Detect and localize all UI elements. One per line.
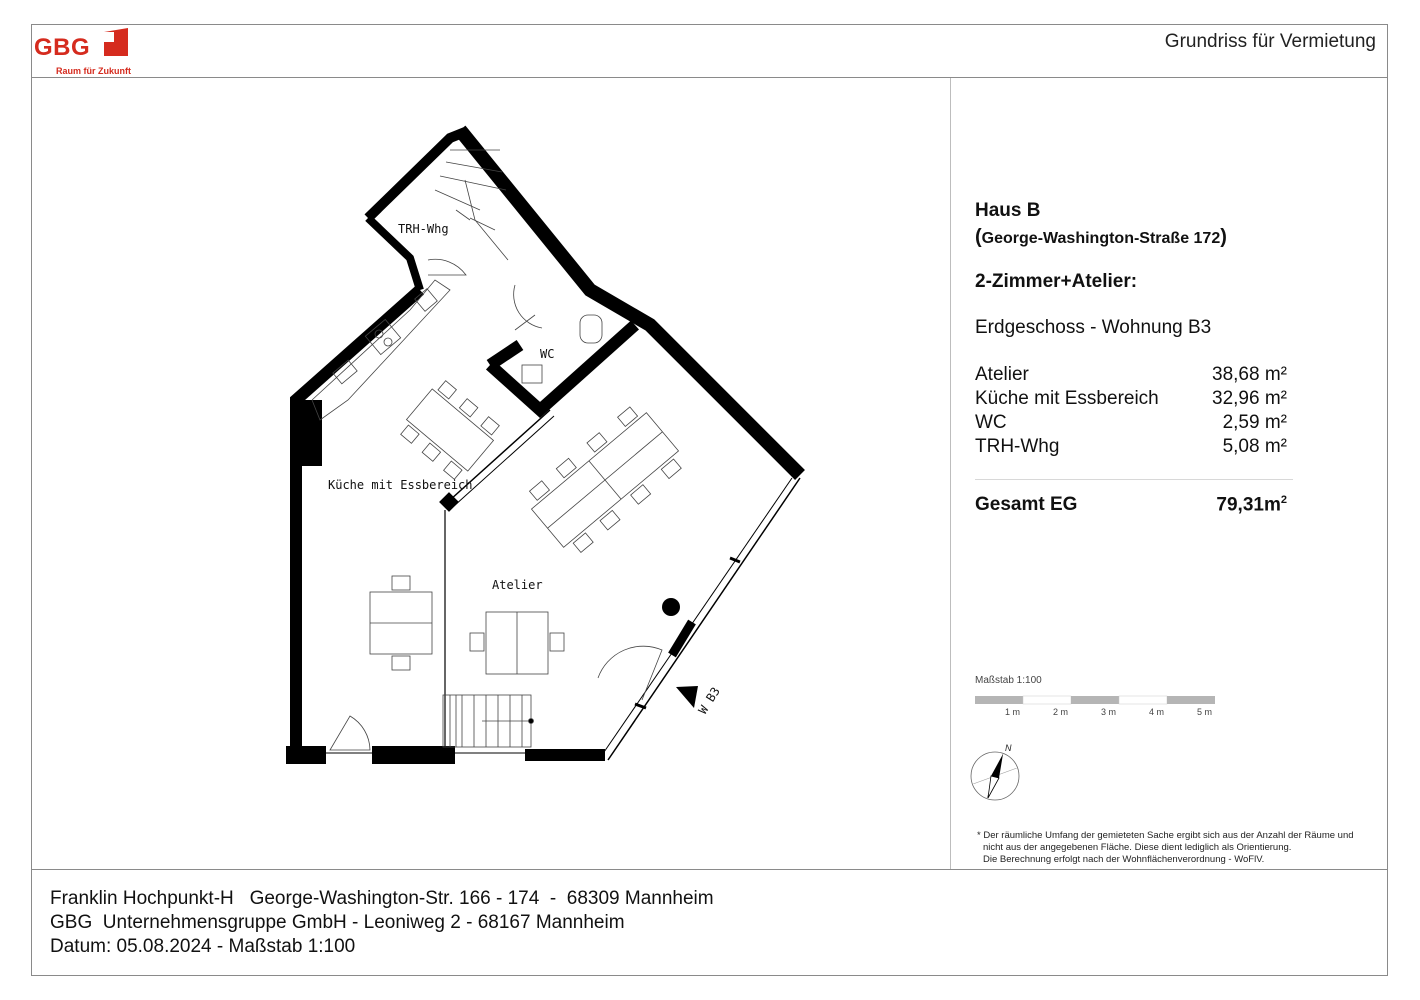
scale-tick: 3 m bbox=[1101, 707, 1117, 716]
total-label: Gesamt EG bbox=[975, 494, 1078, 515]
footer-line-company: GBG Unternehmensgruppe GmbH - Leoniweg 2 - 68167 Mannheim bbox=[50, 912, 625, 933]
total-area bbox=[975, 494, 1287, 516]
entrance-label: W B3 bbox=[695, 684, 723, 717]
window-mark-2 bbox=[635, 704, 646, 708]
logo-text: GBG bbox=[34, 34, 91, 61]
scale-tick: 4 m bbox=[1149, 707, 1165, 716]
outer-wall-northeast bbox=[460, 130, 800, 475]
room-row bbox=[975, 363, 1287, 387]
room-name: Küche mit Essbereich bbox=[975, 388, 1159, 409]
footer-line-date: Datum: 05.08.2024 - Maßstab 1:100 bbox=[50, 936, 356, 957]
window-mark-1 bbox=[730, 558, 740, 562]
total-divider bbox=[975, 479, 1293, 480]
footer-divider bbox=[31, 869, 1388, 870]
entrance-arrow-icon bbox=[676, 686, 698, 708]
header-title: Grundriss für Vermietung bbox=[1164, 31, 1376, 52]
room-area: 32,96 m² bbox=[1212, 388, 1287, 409]
scale-tick: 5 m bbox=[1197, 707, 1213, 716]
floor-plan bbox=[260, 110, 820, 780]
logo-mark-icon bbox=[100, 28, 130, 58]
door-wc bbox=[514, 285, 542, 328]
scale-bar bbox=[975, 675, 1225, 721]
compass-icon bbox=[968, 740, 1028, 806]
gbg-logo bbox=[34, 28, 134, 78]
room-label-kueche: Küche mit Essbereich bbox=[328, 478, 473, 492]
inner-wall-wc-west bbox=[490, 345, 520, 365]
room-name: TRH-Whg bbox=[975, 436, 1060, 457]
footnote-line: nicht aus der angegebenen Fläche. Diese dient lediglich als Orientierung. bbox=[983, 842, 1292, 853]
total-value: 79,31m bbox=[1216, 494, 1281, 516]
window-east bbox=[608, 478, 800, 760]
footnote-line: * Der räumliche Umfang der gemieteten Sache ergibt sich aus der Anzahl der Räume und bbox=[977, 830, 1354, 841]
room-label-trh: TRH-Whg bbox=[398, 222, 449, 236]
inner-wall-wc bbox=[490, 325, 635, 410]
footnote-line: Die Berechnung erfolgt nach der Wohnflächenverordnung - WoFlV. bbox=[983, 854, 1265, 865]
table-kitchen-south bbox=[370, 576, 432, 670]
room-label-wc: WC bbox=[540, 347, 555, 361]
house-name: Haus B bbox=[975, 200, 1041, 221]
house-street: (George-Washington-Straße 172) bbox=[975, 226, 1227, 248]
room-label-atelier: Atelier bbox=[492, 578, 543, 592]
room-row bbox=[975, 387, 1287, 411]
header-divider bbox=[31, 77, 1388, 78]
legal-footnote bbox=[977, 830, 1377, 866]
door-atelier bbox=[598, 646, 662, 700]
pillar-northwest bbox=[290, 400, 322, 466]
room-row bbox=[975, 435, 1287, 459]
total-value-wrap bbox=[1216, 494, 1287, 516]
footer-address bbox=[50, 887, 714, 959]
column-round bbox=[662, 598, 680, 616]
room-area: 5,08 m² bbox=[1222, 436, 1287, 457]
door-trh bbox=[428, 259, 466, 275]
room-area: 2,59 m² bbox=[1222, 412, 1287, 433]
apartment-floor: Erdgeschoss - Wohnung B3 bbox=[975, 317, 1212, 338]
room-area-list bbox=[975, 363, 1287, 459]
apartment-info bbox=[975, 200, 1305, 516]
scale-label: Maßstab 1:100 bbox=[975, 675, 1042, 686]
scale-tick: 1 m bbox=[1005, 707, 1021, 716]
outer-wall-west bbox=[296, 290, 420, 750]
logo-subtitle: Raum für Zukunft bbox=[56, 66, 131, 76]
info-panel-divider bbox=[950, 78, 951, 869]
room-name: WC bbox=[975, 412, 1007, 433]
footer-line-project: Franklin Hochpunkt-H George-Washington-Str. 166 - 174 - 68309 Mannheim bbox=[50, 888, 714, 909]
window-east-inner bbox=[602, 478, 792, 755]
atelier-large-table bbox=[522, 401, 688, 559]
apartment-type: 2-Zimmer+Atelier: bbox=[975, 271, 1138, 292]
street-name: George-Washington-Straße 172 bbox=[981, 230, 1221, 247]
room-row bbox=[975, 411, 1287, 435]
scale-tick: 2 m bbox=[1053, 707, 1069, 716]
room-area: 38,68 m² bbox=[1212, 364, 1287, 385]
door-south-kitchen bbox=[330, 716, 370, 750]
stairs-south bbox=[443, 695, 534, 747]
total-sup: 2 bbox=[1280, 494, 1287, 506]
compass-north: N bbox=[1005, 743, 1012, 753]
table-atelier-south bbox=[470, 612, 564, 674]
room-name: Atelier bbox=[975, 364, 1029, 385]
outer-wall-trh bbox=[368, 132, 465, 218]
scale-bar-graphic bbox=[975, 686, 1225, 716]
